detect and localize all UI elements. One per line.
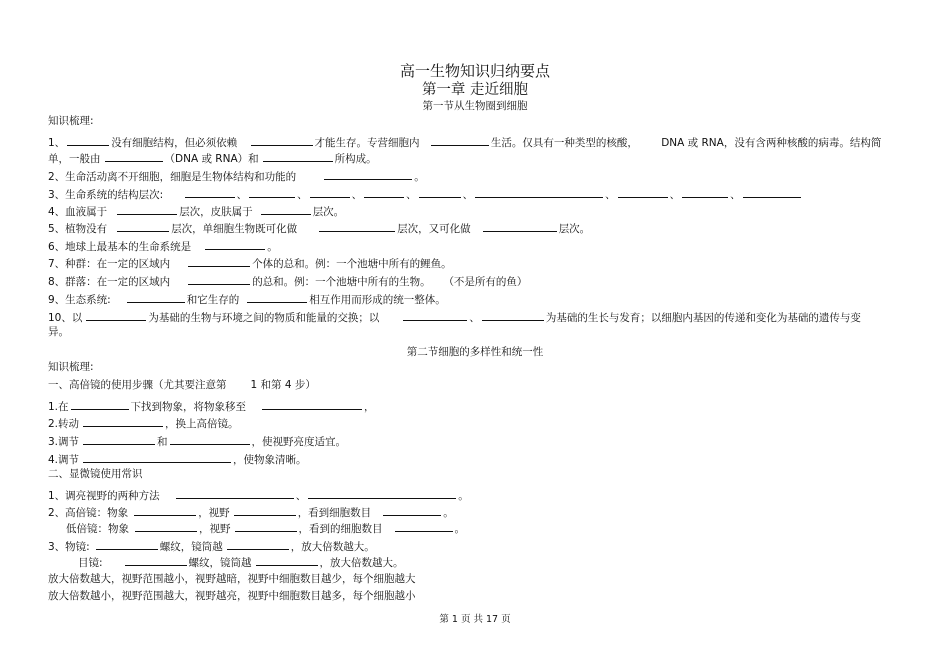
- fill-blank: [170, 433, 250, 445]
- fill-blank: [86, 309, 146, 321]
- fill-blank: [262, 398, 362, 410]
- step-1: 1.在 下找到物象，将物象移至 ，: [48, 398, 375, 414]
- common-2-low: 低倍镜：物象 ，视野 ，看到的细胞数目 。: [66, 520, 465, 536]
- fill-blank: [319, 220, 395, 232]
- section-heading-1: 第一节从生物圈到细胞: [422, 100, 528, 112]
- fill-blank: [71, 398, 129, 410]
- fill-blank: [83, 433, 155, 445]
- fill-blank: [419, 186, 461, 198]
- fill-blank: [618, 186, 668, 198]
- fill-blank: [256, 554, 318, 566]
- section-label: 知识梳理:: [48, 361, 94, 373]
- fill-blank: [127, 291, 185, 303]
- fill-blank: [247, 291, 307, 303]
- question-9: 9、生态系统: 和它生存的 相互作用而形成的统一整体。: [48, 291, 446, 307]
- fill-blank: [364, 186, 404, 198]
- step-2: 2.转动 ，换上高倍镜。: [48, 415, 239, 431]
- fill-blank: [125, 554, 187, 566]
- fill-blank: [176, 487, 294, 499]
- fill-blank: [249, 186, 295, 198]
- fill-blank: [261, 203, 311, 215]
- common-3-eyepiece: 目镜: 螺纹，镜筒越 ，放大倍数越大。: [78, 554, 404, 570]
- fill-blank: [482, 309, 544, 321]
- page-number: 第 1 页 共 17 页: [439, 614, 511, 625]
- question-2: 2、生命活动离不开细胞，细胞是生物体结构和功能的 。: [48, 168, 425, 184]
- question-10-cont: 异。: [48, 326, 69, 338]
- document-title: 高一生物知识归纳要点: [399, 62, 550, 80]
- question-10: 10、以 为基础的生物与环境之间的物质和能量的交换；以 、 为基础的生长与发育；以细胞内基因的传递和变化为基础的遗传与变: [48, 309, 861, 325]
- fill-blank: [105, 150, 163, 162]
- question-7: 7、种群：在一定的区域内 个体的总和。例：一个池塘中所有的鲤鱼。: [48, 255, 452, 271]
- common-3-objective: 3、物镜: 螺纹，镜筒越 ，放大倍数越大。: [48, 538, 375, 554]
- fill-blank: [682, 186, 728, 198]
- fill-blank: [205, 238, 265, 250]
- step-4: 4.调节 ，使物象清晰。: [48, 451, 307, 467]
- fill-blank: [475, 186, 603, 198]
- fill-blank: [403, 309, 467, 321]
- fill-blank: [67, 134, 109, 146]
- question-4: 4、血液属于 层次，皮肤属于 层次。: [48, 203, 344, 219]
- fill-blank: [483, 220, 557, 232]
- fill-blank: [188, 273, 250, 285]
- fill-blank: [117, 203, 177, 215]
- fill-blank: [227, 538, 289, 550]
- section-heading-2: 第二节细胞的多样性和统一性: [406, 346, 544, 358]
- common-1: 1、调亮视野的两种方法 、 。: [48, 487, 469, 503]
- fill-blank: [235, 520, 297, 532]
- summary-line-2: 放大倍数越小，视野范围越大，视野越亮，视野中细胞数目越多，每个细胞越小: [48, 590, 416, 602]
- fill-blank: [383, 504, 441, 516]
- fill-blank: [234, 504, 296, 516]
- fill-blank: [96, 538, 158, 550]
- fill-blank: [310, 186, 350, 198]
- fill-blank: [117, 220, 169, 232]
- question-1: 1、 没有细胞结构，但必须依赖 才能生存。专营细胞内 生活。仅具有一种类型的核酸， DNA 或 RNA，没有含两种核酸的病毒。结构简: [48, 134, 881, 150]
- common-2-high: 2、高倍镜：物象 ，视野 ，看到细胞数目 。: [48, 504, 454, 520]
- fill-blank: [263, 150, 333, 162]
- fill-blank: [251, 134, 313, 146]
- fill-blank: [185, 186, 235, 198]
- fill-blank: [743, 186, 801, 198]
- question-8: 8、群落：在一定的区域内 的总和。例：一个池塘中所有的生物。 （不是所有的鱼）: [48, 273, 527, 289]
- chapter-title: 第一章 走近细胞: [421, 82, 529, 98]
- item-1: 一、高倍镜的使用步骤（尤其要注意第 1 和第 4 步）: [48, 379, 316, 391]
- fill-blank: [188, 255, 250, 267]
- fill-blank: [135, 520, 197, 532]
- question-6: 6、地球上最基本的生命系统是 。: [48, 238, 278, 254]
- section-label: 知识梳理:: [48, 115, 94, 127]
- step-3: 3.调节 和 ，使视野亮度适宜。: [48, 433, 346, 449]
- fill-blank: [431, 134, 489, 146]
- question-5: 5、植物没有 层次，单细胞生物既可化做 层次，又可化做 层次。: [48, 220, 590, 236]
- fill-blank: [395, 520, 453, 532]
- item-2: 二、显微镜使用常识: [48, 468, 143, 480]
- question-1-cont: 单，一般由 （DNA 或 RNA）和 所构成。: [48, 150, 377, 166]
- fill-blank: [83, 415, 163, 427]
- fill-blank: [308, 487, 456, 499]
- summary-line-1: 放大倍数越大，视野范围越小，视野越暗，视野中细胞数目越少，每个细胞越大: [48, 573, 416, 585]
- fill-blank: [134, 504, 196, 516]
- question-3: 3、生命系统的结构层次: 、 、 、 、 、 、 、 、: [48, 186, 803, 202]
- fill-blank: [324, 168, 412, 180]
- fill-blank: [83, 451, 231, 463]
